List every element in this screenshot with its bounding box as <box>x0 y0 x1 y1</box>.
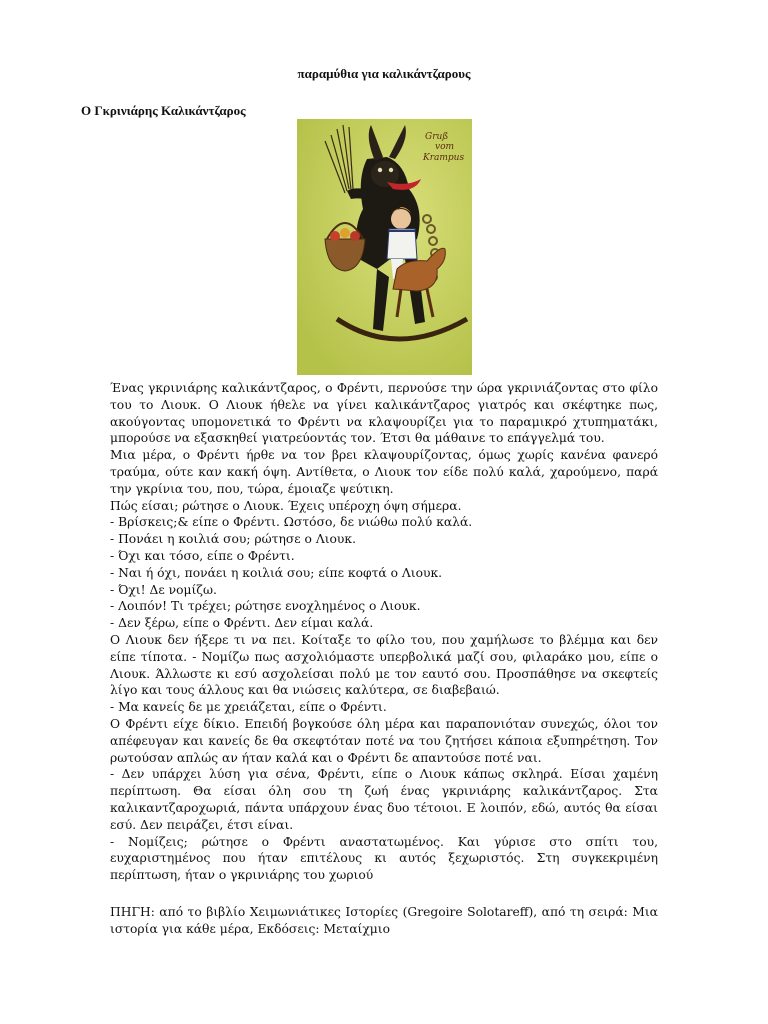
paragraph: - Βρίσκεις;& είπε ο Φρέντι. Ωστόσο, δε νιώθω πολύ καλά. <box>110 515 473 530</box>
paragraph: - Πονάει η κοιλιά σου; ρώτησε ο Λιουκ. <box>110 532 356 547</box>
story-body <box>110 380 658 884</box>
story-title: Ο Γκρινιάρης Καλικάντζαρος <box>81 103 246 118</box>
paragraph: - Νομίζεις; ρώτησε ο Φρέντι αναστατωμένος. Και γύρισε στο σπίτι του, ευχαριστημένος που ήταν επιτέλους κι αυτός ξεχωριστός. Στη συγκεκριμένη περίπτωση, ήταν ο γκρινιάρης του χωριού <box>110 834 658 883</box>
page-title: παραμύθια για καλικάντζαρους <box>297 66 471 81</box>
paragraph: Ένας γκρινιάρης καλικάντζαρος, ο Φρέντι, περνούσε την ώρα γκρινιάζοντας στο φίλο του το Λιουκ. Ο Λιουκ ήθελε να γίνει καλικάντζαρος γιατρός και σκέφτηκε πως, ακούγοντας υπομονετικά το Φρέντι να κλαψουρίζει για το παραμικρό χτυπηματάκι, μπορούσε να εξασκηθεί γιατρεύοντάς τον. Έτσι θα μάθαινε το επάγγελμά του. <box>110 381 658 446</box>
source-text: ΠΗΓΗ: από το βιβλίο Χειμωνιάτικες Ιστορίες (Gregoire Solotareff), από τη σειρά: Μια ιστορία για κάθε μέρα, Εκδόσεις: Μεταίχμιο <box>110 905 658 936</box>
caption-vom: vom <box>435 142 455 152</box>
paragraph: Ο Λιουκ δεν ήξερε τι να πει. Κοίταξε το φίλο του, που χαμήλωσε το βλέμμα και δεν είπε τίποτα. - Νομίζω πως ασχολιόμαστε υπερβολικά μαζί σου, φιλαράκο μου, είπε ο Λιουκ. Άλλωστε κι εσύ ασχολείσαι πολύ με τον εαυτό σου. Προσπάθησε να σκεφτείς λίγο και τους άλλους και θα νιώσεις καλύτερα, σε διαβεβαιώ. <box>110 632 658 698</box>
paragraph: Μια μέρα, ο Φρέντι ήρθε να τον βρει κλαψουρίζοντας, όμως χωρίς κανένα φανερό τραύμα, ούτε καν κακή όψη. Αντίθετα, ο Λιουκ τον είδε πολύ καλά, χαρούμενο, παρά την γκρίνια του, που, τώρα, έμοιαζε ψεύτικη. <box>110 448 658 496</box>
paragraph: Πώς είσαι; ρώτησε ο Λιουκ. Έχεις υπέροχη όψη σήμερα. <box>110 498 462 513</box>
paragraph: - Όχι και τόσο, είπε ο Φρέντι. <box>110 548 295 563</box>
caption-krampus: Krampus <box>423 153 465 163</box>
source-note <box>110 904 658 938</box>
paragraph: - Δεν ξέρω, είπε ο Φρέντι. Δεν είμαι καλά. <box>110 616 374 631</box>
paragraph: - Λοιπόν! Τι τρέχει; ρώτησε ενοχλημένος ο Λιουκ. <box>110 599 421 614</box>
paragraph: - Μα κανείς δε με χρειάζεται, είπε ο Φρέντι. <box>110 700 387 715</box>
krampus-illustration-svg <box>297 119 472 375</box>
krampus-postcard-illustration <box>297 119 472 375</box>
paragraph: - Δεν υπάρχει λύση για σένα, Φρέντι, είπε ο Λιουκ κάπως σκληρά. Είσαι χαμένη περίπτωση. Θα είσαι όλη σου τη ζωή ένας γκρινιάρης καλικάντζαρος. Στα καλικαντζαροχωριά, πάντα υπάρχουν ένας δυο τέτοιοι. Ε λοιπόν, εδώ, αυτός θα είσαι εσύ. Δεν πειράζει, έτσι είναι. <box>110 767 658 832</box>
caption-gruss: Gruß <box>425 132 449 142</box>
paragraph: - Όχι! Δε νομίζω. <box>110 582 217 597</box>
paragraph: - Ναι ή όχι, πονάει η κοιλιά σου; είπε κοφτά ο Λιουκ. <box>110 565 443 580</box>
paragraph: Ο Φρέντι είχε δίκιο. Επειδή βογκούσε όλη μέρα και παραπονιόταν συνεχώς, όλοι τον απέφευγαν και κανείς δε θα σκεφτόταν ποτέ να του ζητήσει κάποια εξυπηρέτηση. Τον ρωτούσαν απλώς αν ήταν καλά και ο Φρέντι δε απαντούσε ποτέ ναι. <box>110 716 658 765</box>
